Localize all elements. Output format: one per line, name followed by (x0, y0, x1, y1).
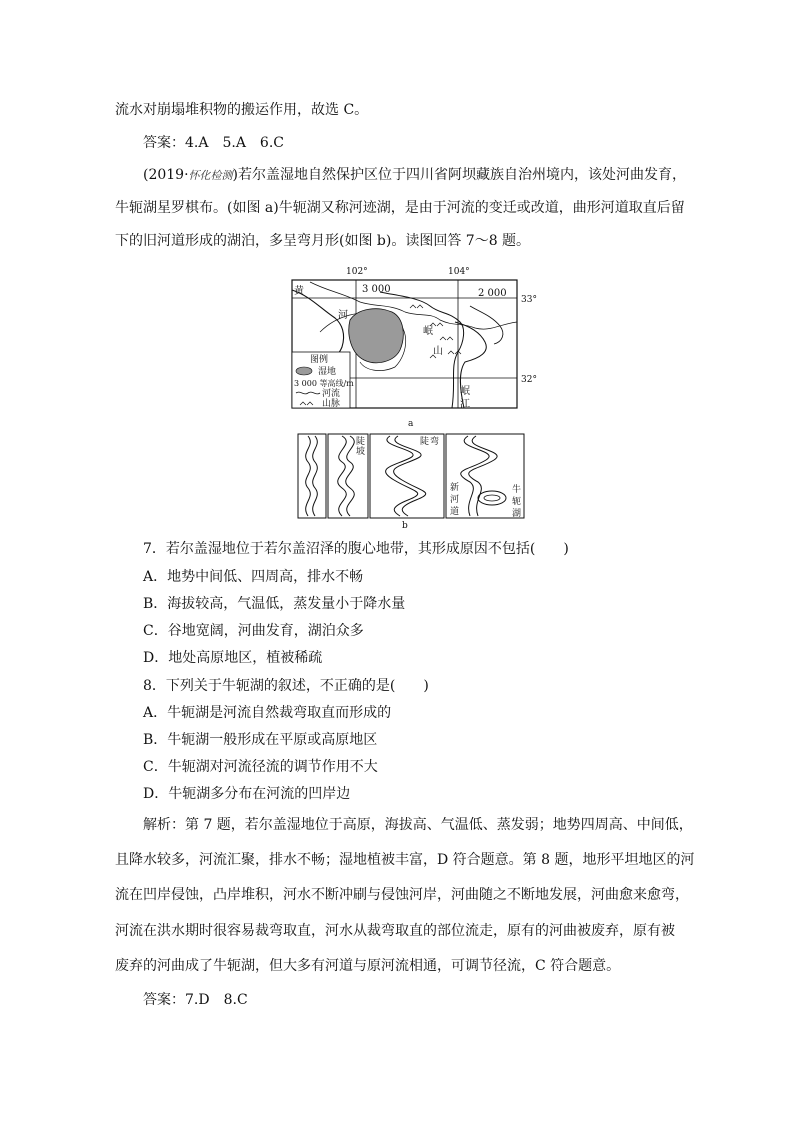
meander-stage-1 (306, 436, 318, 516)
answer-line: 答案：7.D 8.C (143, 992, 248, 1008)
contour-value: 3 000 (362, 284, 391, 295)
longitude-label: 102° (346, 267, 368, 277)
option-7d: D．地处高原地区，植被稀疏 (143, 650, 323, 666)
legend-title: 图例 (310, 355, 329, 365)
diagram-label: 陡 (420, 437, 430, 447)
map-label: 江 (460, 399, 470, 410)
option-8a: A．牛轭湖是河流自然裁弯取直而形成的 (143, 705, 392, 721)
question-7: 7．若尔盖湿地位于若尔盖沼泽的腹心地带，其形成原因不包括( ) (143, 541, 569, 557)
meander-figure-b (290, 432, 530, 530)
map-label: 山 (433, 346, 443, 357)
diagram-label: 新 (450, 483, 460, 493)
source-note: 怀化检测 (188, 169, 233, 182)
map-label: 黄 (294, 286, 304, 297)
paragraph-line: 流水对崩塌堆积物的搬运作用，故选 C。 (115, 102, 369, 118)
river (470, 306, 503, 344)
wetland-area (349, 309, 404, 363)
oxbow-lake (478, 491, 506, 505)
option-8d: D．牛轭湖多分布在河流的凹岸边 (143, 786, 351, 802)
option-7b: B．海拔较高，气温低，蒸发量小于降水量 (143, 596, 406, 612)
figure-caption: a (408, 419, 414, 429)
explanation-line: 废弃的河曲成了牛轭湖，但大多有河道与原河流相通，可调节径流，C 符合题意。 (115, 958, 621, 974)
diagram-label: 湖 (512, 509, 522, 519)
latitude-label: 33° (521, 295, 537, 305)
meander-stage-2 (338, 436, 355, 516)
map-label: 岷 (460, 386, 470, 397)
intro-line: 下的旧河道形成的湖泊，多呈弯月形(如图 b)。读图回答 7～8 题。 (115, 233, 531, 249)
option-8b: B．牛轭湖一般形成在平原或高原地区 (143, 732, 378, 748)
intro-line (143, 165, 686, 186)
option-8c: C．牛轭湖对河流径流的调节作用不大 (143, 759, 378, 775)
map-figure-a (280, 262, 540, 430)
diagram-label: 道 (450, 507, 460, 517)
diagram-label: 轭 (512, 497, 522, 507)
map-label: 岷 (423, 326, 433, 337)
explanation-line: 且降水较多，河流汇聚，排水不畅；湿地植被丰富，D 符合题意。第 8 题，地形平坦地区的河 (115, 852, 695, 868)
diagram-label: 陡 (356, 437, 366, 447)
map-label: 河 (338, 310, 348, 321)
legend-label: 山脉 (322, 399, 341, 409)
figure-caption: b (402, 521, 408, 530)
latitude-label: 32° (521, 375, 537, 385)
legend-label: 3 000 等高线/m (294, 379, 354, 388)
intro-line: 牛轭湖星罗棋布。(如图 a)牛轭湖又称河迹湖，是由于河流的变迁或改道，曲形河道取直后留 (115, 200, 685, 216)
contour-value: 2 000 (478, 288, 507, 299)
meander-stage-3 (386, 436, 426, 516)
legend-wetland-swatch (296, 367, 312, 375)
diagram-label: 坡 (356, 447, 366, 457)
meander-stage-4 (461, 436, 506, 516)
explanation-line: 流在凹岸侵蚀，凸岸堆积，河水不断冲刷与侵蚀河岸，河曲随之不断地发展，河曲愈来愈弯， (115, 887, 689, 903)
legend-label: 河流 (322, 389, 341, 399)
explanation-line: 解析：第 7 题，若尔盖湿地位于高原，海拔高、气温低、蒸发弱；地势四周高、中间低， (143, 817, 693, 833)
diagram-label: 弯 (430, 437, 440, 447)
intro-prefix: (2019· (143, 167, 189, 183)
intro-rest: )若尔盖湿地自然保护区位于四川省阿坝藏族自治州境内，该处河曲发育， (232, 167, 687, 183)
diagram-label: 牛 (512, 485, 522, 495)
longitude-label: 104° (448, 267, 470, 277)
option-7c: C．谷地宽阔，河曲发育，湖泊众多 (143, 623, 364, 639)
explanation-line: 河流在洪水期时很容易裁弯取直，河水从裁弯取直的部位流走，原有的河曲被废弃，原有被 (115, 923, 675, 939)
option-7a: A．地势中间低、四周高，排水不畅 (143, 569, 364, 585)
legend-label: 湿地 (318, 367, 337, 377)
answer-line: 答案：4.A 5.A 6.C (143, 135, 285, 151)
diagram-label: 河 (450, 495, 460, 505)
question-8: 8．下列关于牛轭湖的叙述，不正确的是( ) (143, 678, 429, 694)
